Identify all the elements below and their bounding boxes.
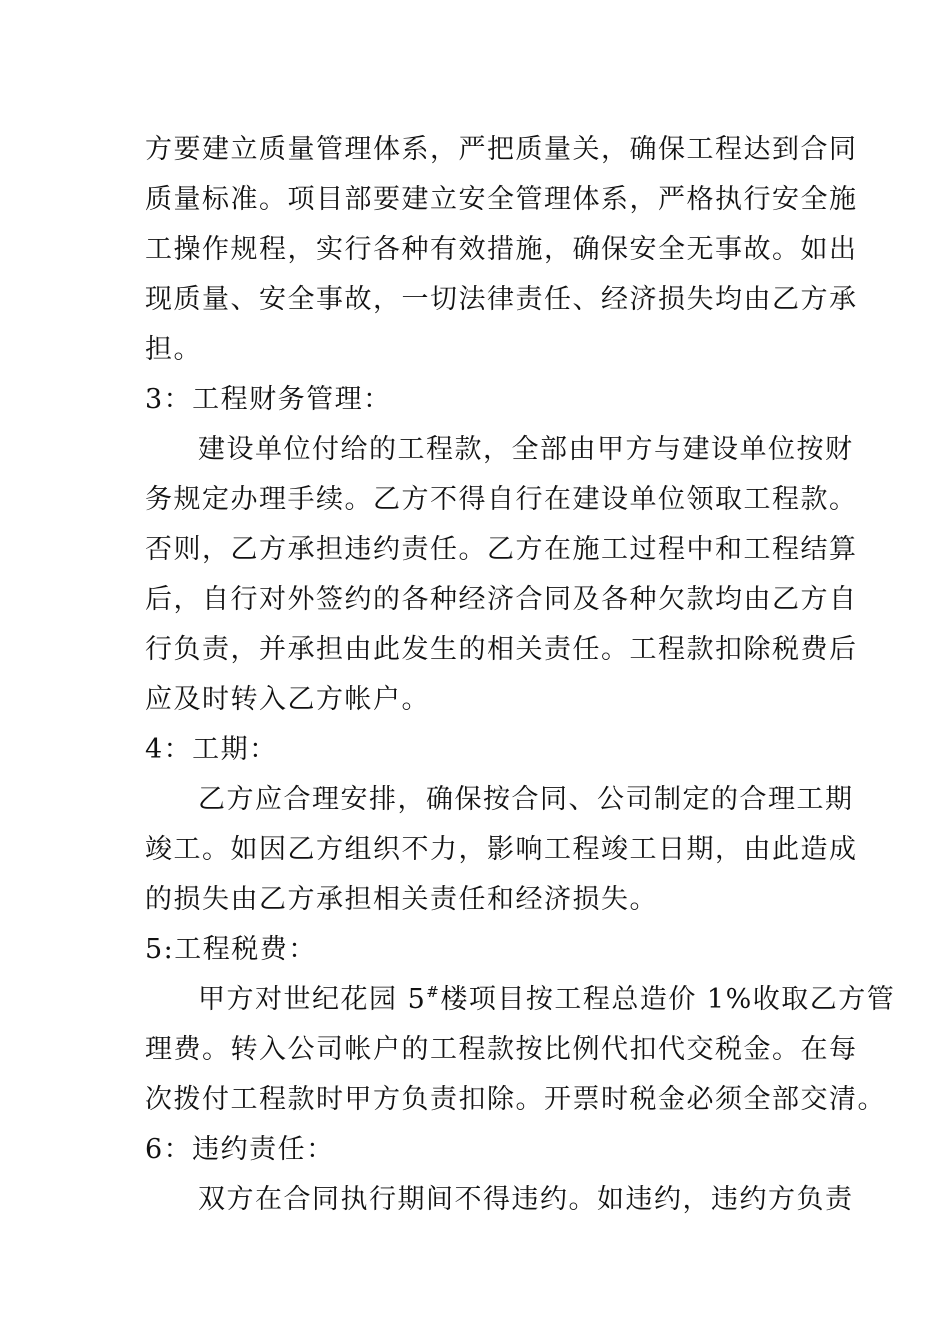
paragraph-line: 双方在合同执行期间不得违约。如违约，违约方负责	[198, 1184, 854, 1215]
paragraph-line: 现质量、安全事故，一切法律责任、经济损失均由乙方承	[145, 284, 858, 315]
paragraph-line: 后，自行对外签约的各种经济合同及各种欠款均由乙方自	[145, 584, 858, 615]
paragraph-line: 工操作规程，实行各种有效措施，确保安全无事故。如出	[145, 234, 858, 265]
superscript-mark: #	[426, 983, 441, 1001]
section-heading-finance: 3：工程财务管理：	[145, 384, 392, 415]
paragraph-line: 乙方应合理安排，确保按合同、公司制定的合理工期	[198, 784, 854, 815]
paragraph-line: 质量标准。项目部要建立安全管理体系，严格执行安全施	[145, 184, 858, 215]
paragraph-line: 建设单位付给的工程款，全部由甲方与建设单位按财	[198, 434, 854, 465]
paragraph-text: 楼项目按工程总造价 1%收取乙方管	[440, 984, 896, 1015]
paragraph-text: 甲方对世纪花园 5	[198, 984, 427, 1015]
section-heading-breach: 6：违约责任：	[145, 1134, 335, 1165]
section-heading-tax: 5:工程税费：	[145, 934, 317, 965]
section-heading-schedule: 4：工期：	[145, 734, 278, 765]
paragraph-line: 担。	[145, 334, 202, 365]
paragraph-line: 方要建立质量管理体系，严把质量关，确保工程达到合同	[145, 134, 858, 165]
paragraph-line: 否则，乙方承担违约责任。乙方在施工过程中和工程结算	[145, 534, 858, 565]
paragraph-line: 次拨付工程款时甲方负责扣除。开票时税金必须全部交清。	[145, 1084, 886, 1115]
paragraph-line: 竣工。如因乙方组织不力，影响工程竣工日期，由此造成	[145, 834, 858, 865]
paragraph-line	[198, 982, 895, 1018]
paragraph-line: 理费。转入公司帐户的工程款按比例代扣代交税金。在每	[145, 1034, 858, 1065]
paragraph-line: 行负责，并承担由此发生的相关责任。工程款扣除税费后	[145, 634, 858, 665]
paragraph-line: 的损失由乙方承担相关责任和经济损失。	[145, 884, 658, 915]
paragraph-line: 务规定办理手续。乙方不得自行在建设单位领取工程款。	[145, 484, 858, 515]
paragraph-line: 应及时转入乙方帐户。	[145, 684, 430, 715]
